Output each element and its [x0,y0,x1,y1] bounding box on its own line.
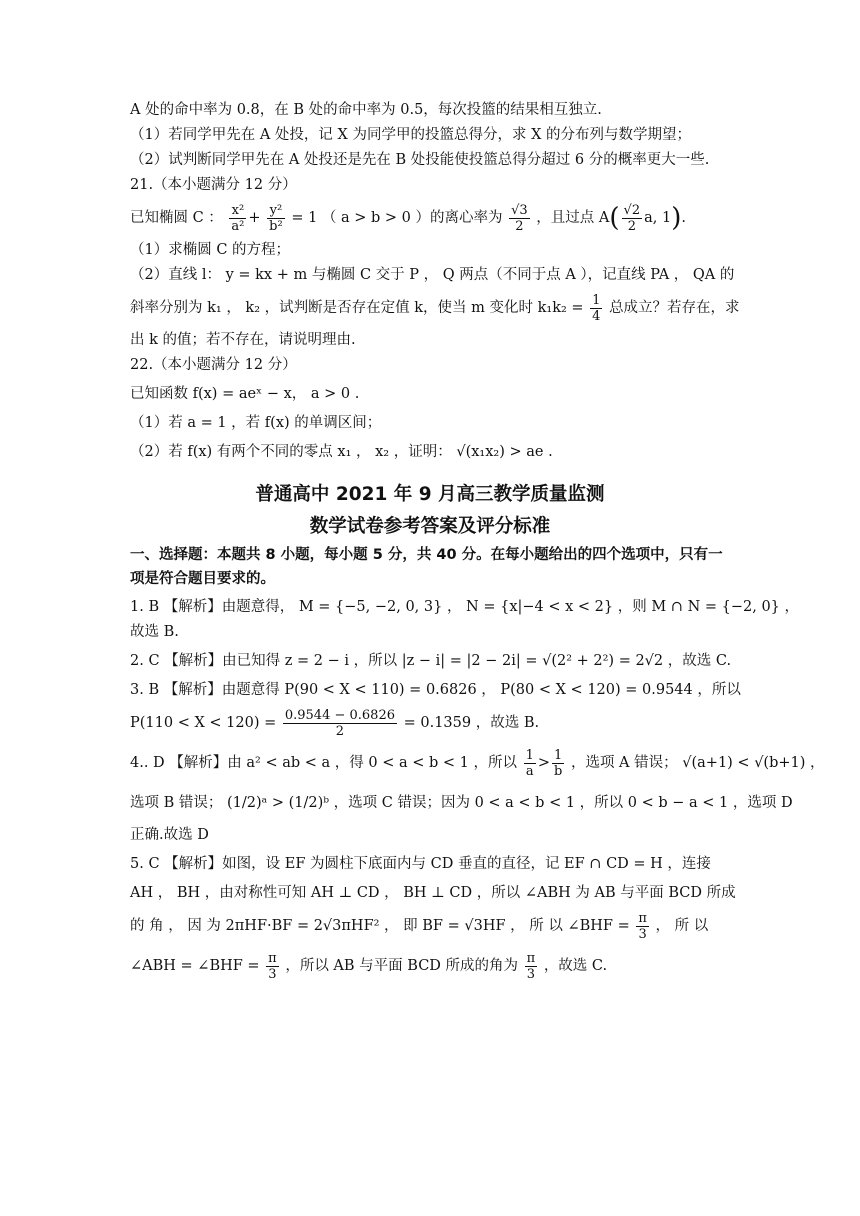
q21-part2-b [130,288,740,328]
frac-num: x² [231,202,245,218]
q20-part1: （1）若同学甲先在 A 处投，记 X 为同学甲的投篮总得分，求 X 的分布列与数学期望； [130,127,691,143]
answer-3-fraction [283,708,397,739]
answer-1-line2: 故选 B. [130,624,179,640]
frac-den: 2 [622,218,643,234]
q20-part2: （2）试判断同学甲先在 A 处投还是先在 B 处投能使投篮总得分超过 6 分的概率更大一些. [130,152,710,168]
answer-1-line1: 1. B 【解析】由题意得， M = {−5, −2, 0, 3} ， N = {x|−4 < x < 2} ，则 M ∩ N = {−2, 0} ， [130,599,800,615]
q21-header: 21.（本小题满分 12 分） [130,177,297,193]
frac-num: 1 [525,747,534,763]
frac-num: π [268,950,277,966]
frac-num: y² [269,202,283,218]
answer-5-line1: 5. C 【解析】如图，设 EF 为圆柱下底面内与 CD 垂直的直径，记 EF ∩ CD = H ，连接 [130,856,711,872]
answer-5-line4-c: ，故选 C. [543,958,608,974]
frac-num: 0.9544 − 0.6826 [284,707,395,723]
point-coords: a, 1 [644,210,672,226]
answer-key-title: 普通高中 2021 年 9 月高三教学质量监测 [255,484,605,505]
frac-num: √3 [511,202,528,218]
answer-key-subtitle: 数学试卷参考答案及评分标准 [309,516,551,537]
answer-3-line2 [130,703,730,743]
frac-pi-3 [636,911,649,942]
frac-den: 3 [266,966,279,982]
plus-sign: + [248,210,261,226]
q21-part2-a: （2）直线 l： y = kx + m 与椭圆 C 交于 P ， Q 两点（不同于点 A ），记直线 PA ， QA 的 [130,267,735,283]
q22-part2: （2）若 f(x) 有两个不同的零点 x₁ ， x₂ ，证明： √(x₁x₂) > ae . [130,444,553,460]
q21-part2-c: 出 k 的值；若不存在，请说明理由. [130,332,356,348]
exam-page [130,98,825,986]
frac-num: 1 [592,292,601,308]
frac-num: √2 [623,202,641,218]
frac-1-a [524,748,536,779]
frac-den: b [554,763,563,779]
frac-y2-b2 [267,203,285,234]
frac-den: 4 [592,308,601,324]
frac-sqrt2-2 [622,203,643,234]
q21-part2-b2: 总成立？若存在，求 [609,300,740,316]
answer-5-line4-b: ，所以 AB 与平面 BCD 所成的角为 [285,958,519,974]
frac-1-b [552,748,564,779]
answer-4-part1: 4.. D 【解析】由 a² < ab < a ，得 0 < a < b < 1 ，所以 [130,755,517,771]
answer-4-part2: ，选项 A 错误； √(a+1) < √(b+1) ， [570,755,825,771]
answer-5-line3-b: ， 所 以 [655,918,709,934]
q21-part1: （1）求椭圆 C 的方程； [130,242,291,258]
q21-part2-b1: 斜率分别为 k₁ ， k₂ ，试判断是否存在定值 k，使当 m 变化时 k₁k₂ = [130,300,584,316]
frac-den: 2 [509,218,530,234]
answer-2: 2. C 【解析】由已知得 z = 2 − i ，所以 |z − i| = |2 − 2i| = √(2² + 2²) = 2√2 ，故选 C. [130,653,732,669]
answer-3-lhs: P(110 < X < 120) = [130,715,277,731]
answer-4-line3: 正确.故选 D [130,827,209,843]
frac-x2-a2 [229,203,246,234]
paren-close: ) [671,203,682,233]
frac-sqrt3-2 [509,203,530,234]
section-heading-a: 一、选择题：本题共 8 小题，每小题 5 分，共 40 分。在每小题给出的四个选项中，只有一 [130,547,723,563]
frac-den: 3 [636,926,649,942]
frac-den: 2 [283,723,397,739]
answer-4-line2: 选项 B 错误； (1/2)ᵃ > (1/2)ᵇ ，选项 C 错误；因为 0 < a < b < 1 ，所以 0 < b − a < 1 ，选项 D [130,795,793,811]
paren-open: ( [609,203,620,233]
frac-pi-3 [525,951,538,982]
frac-num: π [638,910,647,926]
frac-den: 3 [525,966,538,982]
q20-line1: A 处的命中率为 0.8，在 B 处的命中率为 0.5，每次投篮的结果相互独立. [130,102,602,118]
gt-sign: > [537,755,551,771]
frac-1-4 [590,293,602,324]
answer-3-rhs: = 0.1359 ，故选 B. [403,715,540,731]
answer-5-line4 [130,946,730,986]
answer-3-line1: 3. B 【解析】由题意得 P(90 < X < 110) = 0.6826 ， P(80 < X < 120) = 0.9544 ，所以 [130,682,741,698]
q22-part1: （1）若 a = 1 ，若 f(x) 的单调区间； [130,415,382,431]
q22-header: 22.（本小题满分 12 分） [130,357,297,373]
equals-one: = 1 [291,210,318,226]
frac-pi-3 [266,951,279,982]
frac-den: b² [269,218,283,234]
frac-num: 1 [554,747,563,763]
frac-den: a [524,763,536,779]
answer-4-line1 [130,743,825,783]
answer-5-line2: AH ， BH ，由对称性可知 AH ⊥ CD ， BH ⊥ CD ，所以 ∠ABH 为 AB 与平面 BCD 所成 [130,885,736,901]
answer-5-line3-a: 的 角 ， 因 为 2πHF·BF = 2√3πHF² ， 即 BF = √3HF ， 所 以 ∠BHF = [130,918,630,934]
frac-den: a² [231,218,245,234]
q21-stem-c: ，且过点 A [536,210,610,226]
frac-num: π [526,950,536,966]
q21-stem-a: 已知椭圆 C ： [130,210,223,226]
section-heading-b: 项是符合题目要求的。 [130,571,275,587]
q22-stem: 已知函数 f(x) = aeˣ − x， a > 0 . [130,386,360,402]
q21-stem-b: （ a > b > 0 ）的离心率为 [321,210,503,226]
answer-5-line3 [130,906,730,946]
answer-5-line4-a: ∠ABH = ∠BHF = [130,958,260,974]
q21-stem: 已知椭圆 C ： $\frac{\text{x²}}{\text{a²}}$ + $\frac{\text{y²}}{\text{b²}}$ = 1 （ a > b > 0 ）的离心率为 $\frac{√3}{2}$ ，且过点 A( $\frac{√2}{2}$ a, 1). [130,202,686,234]
